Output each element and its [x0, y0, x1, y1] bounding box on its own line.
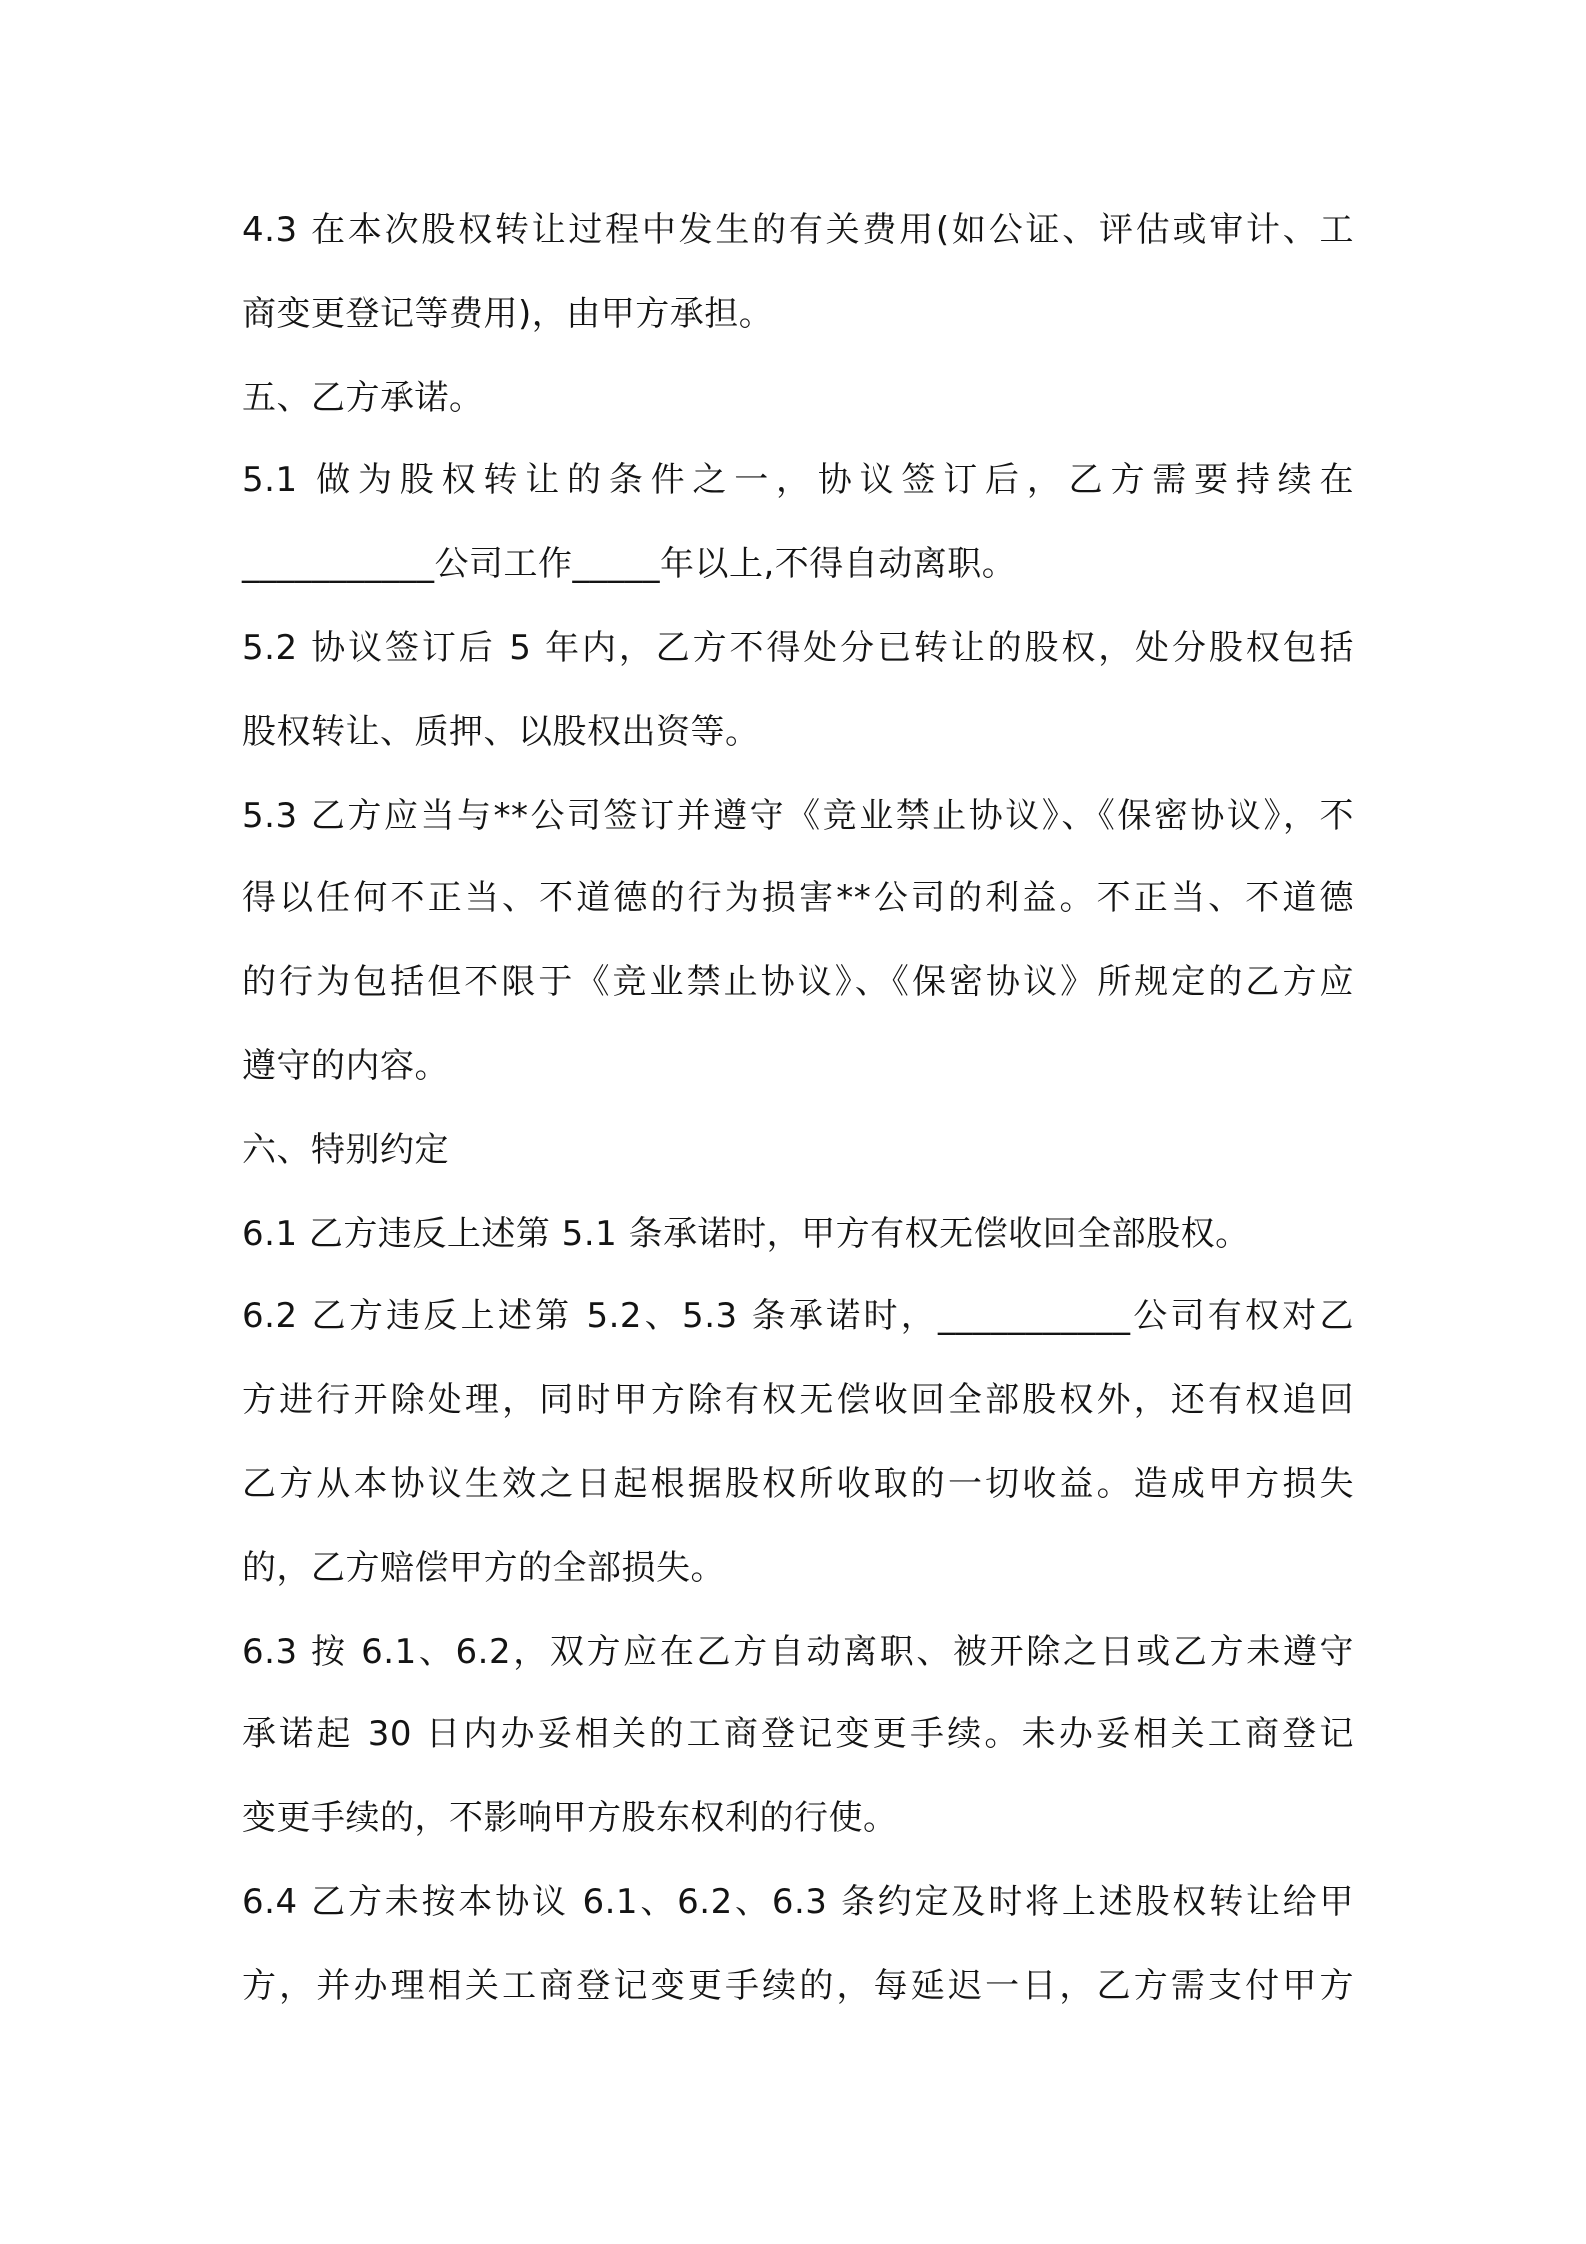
- text-line: 方，并办理相关工商登记变更手续的，每延迟一日，乙方需支付甲方: [242, 1966, 1354, 2006]
- text-line: 商变更登记等费用)，由甲方承担。: [242, 294, 774, 334]
- section-heading: 五、乙方承诺。: [242, 378, 484, 418]
- text-line: 股权转让、质押、以股权出资等。: [242, 712, 760, 752]
- text-line: 得以任何不正当、不道德的行为损害**公司的利益。不正当、不道德: [242, 878, 1354, 918]
- text-line: 5.3 乙方应当与**公司签订并遵守《竞业禁止协议》、《保密协议》，不: [242, 796, 1354, 836]
- text-line: 5.1 做为股权转让的条件之一，协议签订后，乙方需要持续在: [242, 460, 1354, 500]
- text-line: ___________公司工作_____年以上,不得自动离职。: [242, 544, 1017, 584]
- text-line: 6.1 乙方违反上述第 5.1 条承诺时，甲方有权无偿收回全部股权。: [242, 1214, 1250, 1254]
- text-line: 6.3 按 6.1、6.2，双方应在乙方自动离职、被开除之日或乙方未遵守: [242, 1632, 1354, 1672]
- text-line: 6.2 乙方违反上述第 5.2、5.3 条承诺时，___________公司有权对乙: [242, 1296, 1354, 1336]
- text-line: 4.3 在本次股权转让过程中发生的有关费用(如公证、评估或审计、工: [242, 210, 1354, 250]
- text-line: 的行为包括但不限于《竞业禁止协议》、《保密协议》所规定的乙方应: [242, 962, 1354, 1002]
- text-line: 乙方从本协议生效之日起根据股权所收取的一切收益。造成甲方损失: [242, 1464, 1354, 1504]
- text-line: 的，乙方赔偿甲方的全部损失。: [242, 1548, 725, 1588]
- text-line: 承诺起 30 日内办妥相关的工商登记变更手续。未办妥相关工商登记: [242, 1714, 1354, 1754]
- text-line: 遵守的内容。: [242, 1046, 449, 1086]
- text-line: 6.4 乙方未按本协议 6.1、6.2、6.3 条约定及时将上述股权转让给甲: [242, 1882, 1354, 1922]
- text-line: 5.2 协议签订后 5 年内，乙方不得处分已转让的股权，处分股权包括: [242, 628, 1354, 668]
- text-line: 方进行开除处理，同时甲方除有权无偿收回全部股权外，还有权追回: [242, 1380, 1354, 1420]
- section-heading: 六、特别约定: [242, 1130, 449, 1170]
- text-line: 变更手续的，不影响甲方股东权利的行使。: [242, 1798, 898, 1838]
